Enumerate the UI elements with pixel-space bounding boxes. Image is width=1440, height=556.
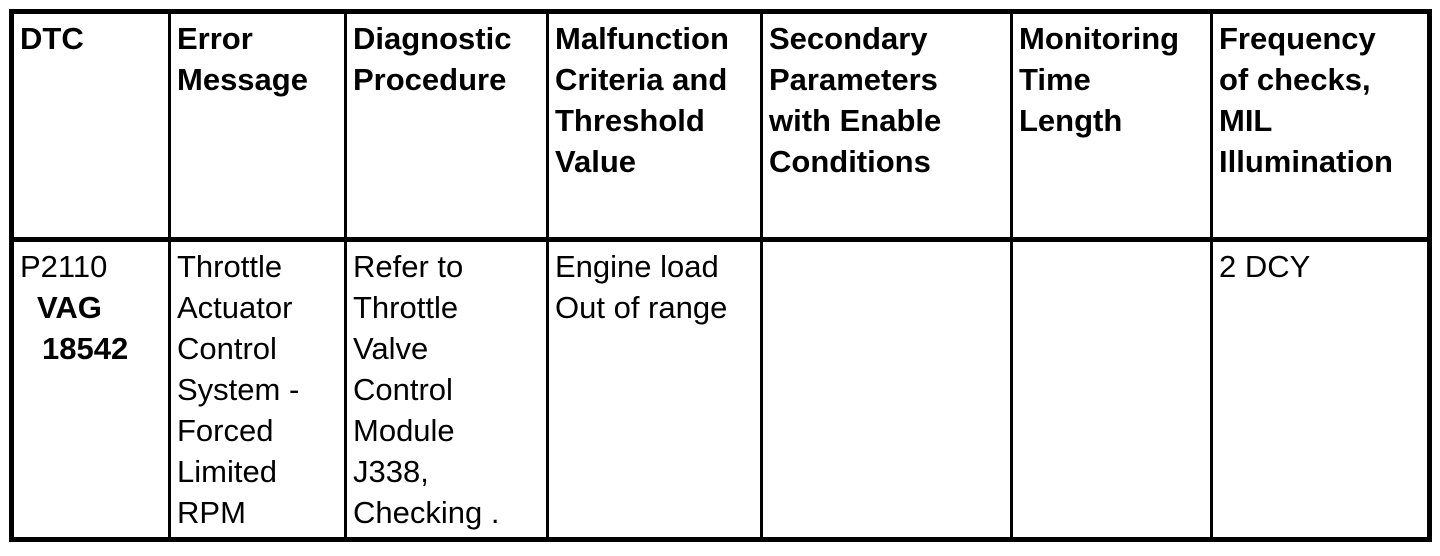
- procedure-line: Control: [353, 372, 453, 407]
- procedure-line: J338,: [353, 454, 429, 489]
- header-text: DTC: [20, 21, 84, 56]
- cell-error-message: [170, 240, 346, 540]
- header-malfunction-criteria: [548, 12, 762, 240]
- vag-number: 18542: [42, 331, 129, 366]
- header-row: [12, 12, 1430, 240]
- error-message-line: Forced: [177, 413, 274, 448]
- header-text: Frequency: [1219, 21, 1376, 56]
- header-text: Malfunction: [555, 21, 729, 56]
- error-message-line: Control: [177, 331, 277, 366]
- header-text: Monitoring: [1019, 21, 1180, 56]
- frequency-value: 2 DCY: [1219, 249, 1311, 284]
- error-message-line: Actuator: [177, 290, 293, 325]
- header-text: Time: [1019, 62, 1091, 97]
- table-row: [12, 240, 1430, 540]
- header-text: Error: [177, 21, 253, 56]
- header-text: Procedure: [353, 62, 507, 97]
- header-text: Threshold: [555, 103, 705, 138]
- vag-label: VAG: [37, 290, 102, 325]
- cell-malfunction-criteria: [548, 240, 762, 540]
- cell-monitoring-time: [1012, 240, 1212, 540]
- error-message-line: Throttle: [177, 249, 283, 284]
- cell-dtc: [12, 240, 170, 540]
- header-text: MIL: [1219, 103, 1273, 138]
- header-text: Parameters: [769, 62, 938, 97]
- header-diagnostic-procedure: [346, 12, 548, 240]
- header-text: Diagnostic: [353, 21, 512, 56]
- header-text: Criteria and: [555, 62, 728, 97]
- header-text: Secondary: [769, 21, 928, 56]
- dtc-code: P2110: [20, 249, 108, 284]
- procedure-line: Checking .: [353, 495, 500, 530]
- procedure-line: Refer to: [353, 249, 464, 284]
- header-text: Message: [177, 62, 308, 97]
- header-monitoring-time: [1012, 12, 1212, 240]
- criteria-line: Out of range: [555, 290, 728, 325]
- cell-diagnostic-procedure: [346, 240, 548, 540]
- header-text: with Enable: [769, 103, 942, 138]
- header-dtc: [12, 12, 170, 240]
- procedure-line: Throttle: [353, 290, 459, 325]
- criteria-line: Engine load: [555, 249, 719, 284]
- header-text: Conditions: [769, 144, 931, 179]
- header-frequency: [1212, 12, 1430, 240]
- header-text: Value: [555, 144, 636, 179]
- header-text: Illumination: [1219, 144, 1393, 179]
- header-text: Length: [1019, 103, 1123, 138]
- header-secondary-parameters: [762, 12, 1012, 240]
- header-error-message: [170, 12, 346, 240]
- error-message-line: System -: [177, 372, 300, 407]
- error-message-line: RPM: [177, 495, 246, 530]
- header-text: of checks,: [1219, 62, 1371, 97]
- procedure-line: Module: [353, 413, 455, 448]
- cell-frequency: [1212, 240, 1430, 540]
- cell-secondary-parameters: [762, 240, 1012, 540]
- procedure-line: Valve: [353, 331, 429, 366]
- error-message-line: Limited: [177, 454, 277, 489]
- dtc-table: [9, 9, 1432, 542]
